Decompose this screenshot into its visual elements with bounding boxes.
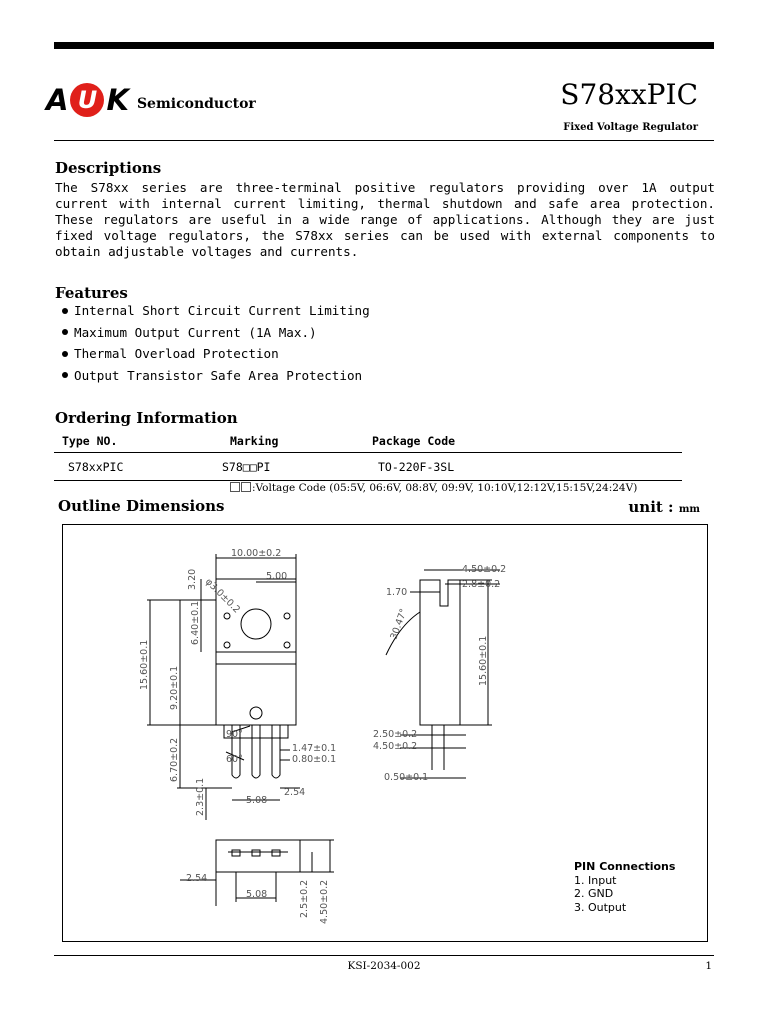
page-number: 1 xyxy=(705,960,712,972)
dim-label: 90° xyxy=(226,729,243,740)
pin-item: 1. Input xyxy=(574,873,617,887)
dim-label: 2.50±0.2 xyxy=(373,729,418,740)
pin-item: 3. Output xyxy=(574,900,627,914)
dim-label: 30.47° xyxy=(388,607,410,642)
dim-label: 5.00 xyxy=(266,571,288,582)
dim-label: 1.47±0.1 xyxy=(292,743,337,754)
logo-letter-u: U xyxy=(77,86,98,114)
dim-label: 2.54 xyxy=(186,873,208,884)
dim-label: 5.08 xyxy=(246,795,268,806)
col-marking: Marking xyxy=(230,434,279,448)
dim-label: 5.08 xyxy=(246,889,268,900)
dim-label: 1.70 xyxy=(386,587,408,598)
pin-item: 2. GND xyxy=(574,887,614,900)
dim-label: 2.3±0.1 xyxy=(195,777,206,816)
dim-label: 60° xyxy=(226,754,243,765)
pin-connections-title: PIN Connections xyxy=(574,860,676,873)
descriptions-heading: Descriptions xyxy=(55,159,162,177)
dim-label: 0.80±0.1 xyxy=(292,754,337,765)
descriptions-text: The S78xx series are three-terminal positive regulators providing over 1A output current with internal current limiting, thermal shutdown and safe area protection. These regulators are useful in a wide range of applications. Although they are just fixed voltage regulators, the S78xx series can be used with external components to obtain adjustable voltages and currents. xyxy=(55,180,715,259)
dim-label: 6.70±0.2 xyxy=(169,737,180,782)
mount-hole xyxy=(241,609,271,639)
col-type-no: Type NO. xyxy=(62,434,118,448)
side-body xyxy=(420,580,460,725)
dim-label: 2.8±0.2 xyxy=(462,579,501,590)
feature-item: Maximum Output Current (1A Max.) xyxy=(62,325,370,347)
dim-label: 10.00±0.2 xyxy=(231,548,282,559)
dim-label: 15.60±0.1 xyxy=(139,639,150,690)
company-name: Semiconductor xyxy=(136,96,256,112)
dim-label: 4.50±0.2 xyxy=(462,564,507,575)
dim-label: 9.20±0.1 xyxy=(169,665,180,710)
dim-label: 2.5±0.2 xyxy=(299,879,310,918)
cell-package-code: TO-220F-3SL xyxy=(378,460,455,474)
dim-label: 4.50±0.2 xyxy=(319,879,330,924)
dim-label: 4.50±0.2 xyxy=(373,741,418,752)
feature-item: Thermal Overload Protection xyxy=(62,346,370,368)
col-package-code: Package Code xyxy=(372,434,456,448)
dim-label: 0.50±0.1 xyxy=(384,772,429,783)
feature-item: Output Transistor Safe Area Protection xyxy=(62,368,370,390)
cell-type-no: S78xxPIC xyxy=(68,460,124,474)
feature-item: Internal Short Circuit Current Limiting xyxy=(62,303,370,325)
part-subtitle: Fixed Voltage Regulator xyxy=(563,122,698,133)
footer-rule xyxy=(54,955,714,956)
logo-letter-a: A xyxy=(46,82,69,117)
pin-connections xyxy=(574,860,675,914)
dim-label: 3.20 xyxy=(187,568,198,590)
outline-heading: Outline Dimensions xyxy=(58,497,225,515)
part-number: S78xxPIC xyxy=(560,78,698,111)
dim-label: 15.60±0.1 xyxy=(478,635,489,686)
features-heading: Features xyxy=(55,284,128,302)
dim-label: φ3.0±0.2 xyxy=(202,576,243,616)
voltage-code-note: :Voltage Code (05:5V, 06:6V, 08:8V, 09:9V, 10:10V,12:12V,15:15V,24:24V) xyxy=(230,482,637,494)
doc-id: KSI-2034-002 xyxy=(347,960,421,972)
unit-label: unit : mm xyxy=(628,498,700,516)
ordering-heading: Ordering Information xyxy=(55,409,238,427)
dim-label: 6.40±0.1 xyxy=(190,600,201,645)
dim-label: 2.54 xyxy=(284,787,306,798)
logo-letter-k: K xyxy=(106,82,129,117)
cell-marking: S78□□PI xyxy=(222,460,271,474)
